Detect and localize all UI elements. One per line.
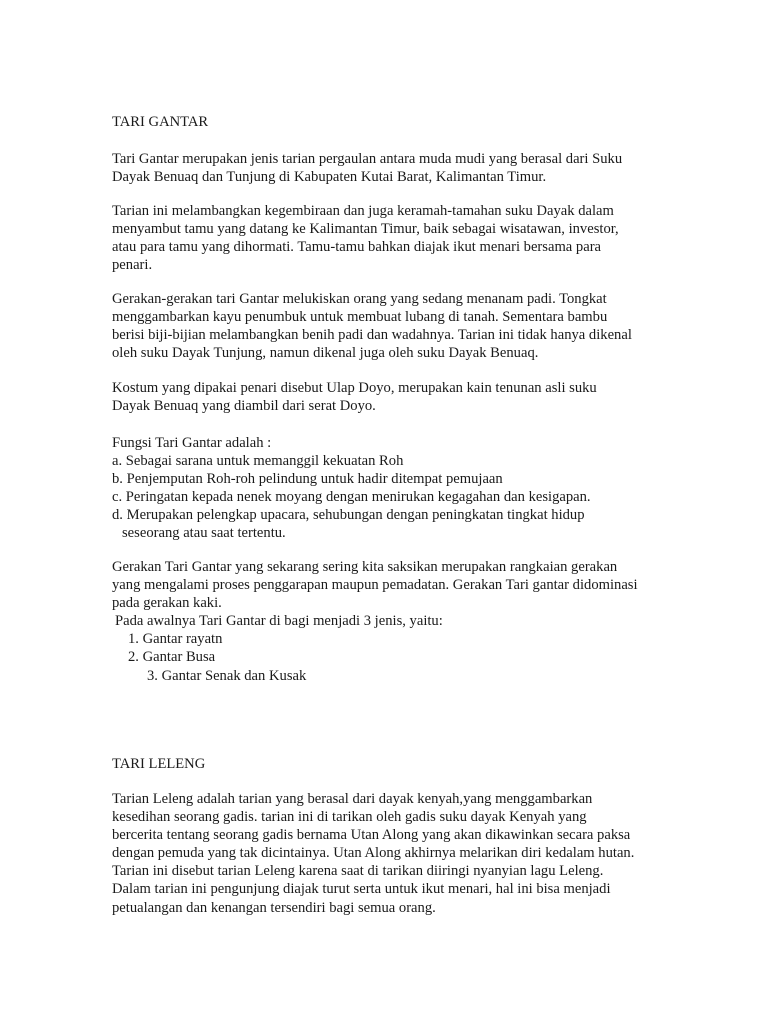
text-line: menyambut tamu yang datang ke Kalimantan Timur, baik sebagai wisatawan, investor,: [112, 221, 619, 238]
paragraph-gantar-costume: [112, 379, 672, 415]
text-line: Tarian ini melambangkan kegembiraan dan juga keramah-tamahan suku Dayak dalam: [112, 203, 614, 219]
functions-list: [112, 434, 672, 543]
list-item: 3. Gantar Senak dan Kusak: [147, 667, 307, 684]
text-line: Kostum yang dipakai penari disebut Ulap Doyo, merupakan kain tenunan asli suku: [112, 380, 597, 396]
text-line: oleh suku Dayak Tunjung, namun dikenal juga oleh suku Dayak Benuaq.: [112, 345, 539, 362]
function-item: c. Peringatan kepada nenek moyang dengan menirukan kegagahan dan kesigapan.: [112, 489, 591, 506]
text-line: petualangan dan kenangan tersendiri bagi semua orang.: [112, 899, 436, 916]
text-line: kesedihan seorang gadis. tarian ini di tarikan oleh gadis suku dayak Kenyah yang: [112, 809, 587, 826]
list-item: 2. Gantar Busa: [128, 649, 216, 666]
text-line: yang mengalami proses penggarapan maupun pemadatan. Gerakan Tari gantar didominasi: [112, 577, 638, 594]
text-line: Tarian Leleng adalah tarian yang berasal dari dayak kenyah,yang menggambarkan: [112, 791, 593, 807]
text-line: atau para tamu yang dihormati. Tamu-tamu bahkan diajak ikut menari bersama para: [112, 239, 602, 256]
function-item: d. Merupakan pelengkap upacara, sehubungan dengan peningkatan tingkat hidup: [112, 507, 585, 524]
section-title-tari-gantar: TARI GANTAR: [112, 114, 209, 130]
text-line: bercerita tentang seorang gadis bernama Utan Along yang akan dikawinkan secara paksa: [112, 827, 631, 844]
paragraph-leleng: [112, 790, 672, 917]
text-line: Dayak Benuaq dan Tunjung di Kabupaten Kutai Barat, Kalimantan Timur.: [112, 169, 547, 186]
paragraph-gantar-movements: [112, 290, 672, 362]
paragraph-gantar-meaning: [112, 202, 672, 274]
text-line: berisi biji-bijian melambangkan benih padi dan wadahnya. Tarian ini tidak hanya dikenal: [112, 327, 632, 344]
section-title-tari-leleng: TARI LELENG: [112, 756, 206, 772]
text-line: menggambarkan kayu penumbuk untuk membuat lubang di tanah. Sementara bambu: [112, 309, 608, 326]
paragraph-gantar-closing: [112, 558, 672, 685]
text-line: Gerakan Tari Gantar yang sekarang sering kita saksikan merupakan rangkaian gerakan: [112, 559, 618, 575]
function-item: a. Sebagai sarana untuk memanggil kekuatan Roh: [112, 453, 404, 470]
text-line: Tarian ini disebut tarian Leleng karena saat di tarikan diiringi nyanyian lagu Leleng.: [112, 863, 604, 880]
text-line: Dayak Benuaq yang diambil dari serat Doyo.: [112, 398, 376, 415]
list-item: 1. Gantar rayatn: [128, 631, 223, 648]
paragraph-gantar-intro: [112, 150, 672, 186]
function-item-continuation: seseorang atau saat tertentu.: [122, 525, 286, 542]
types-intro: Pada awalnya Tari Gantar di bagi menjadi 3 jenis, yaitu:: [115, 613, 443, 630]
text-line: penari.: [112, 257, 153, 274]
text-line: dengan pemuda yang tak dicintainya. Utan Along akhirnya melarikan diri kedalam hutan.: [112, 845, 635, 862]
text-line: pada gerakan kaki.: [112, 595, 222, 612]
text-line: Tari Gantar merupakan jenis tarian pergaulan antara muda mudi yang berasal dari Suku: [112, 151, 623, 167]
function-item: b. Penjemputan Roh-roh pelindung untuk hadir ditempat pemujaan: [112, 471, 503, 488]
text-line: Gerakan-gerakan tari Gantar melukiskan orang yang sedang menanam padi. Tongkat: [112, 291, 607, 307]
text-line: Dalam tarian ini pengunjung diajak turut serta untuk ikut menari, hal ini bisa menjadi: [112, 881, 611, 898]
types-list: [112, 630, 672, 684]
functions-intro: Fungsi Tari Gantar adalah :: [112, 435, 272, 451]
